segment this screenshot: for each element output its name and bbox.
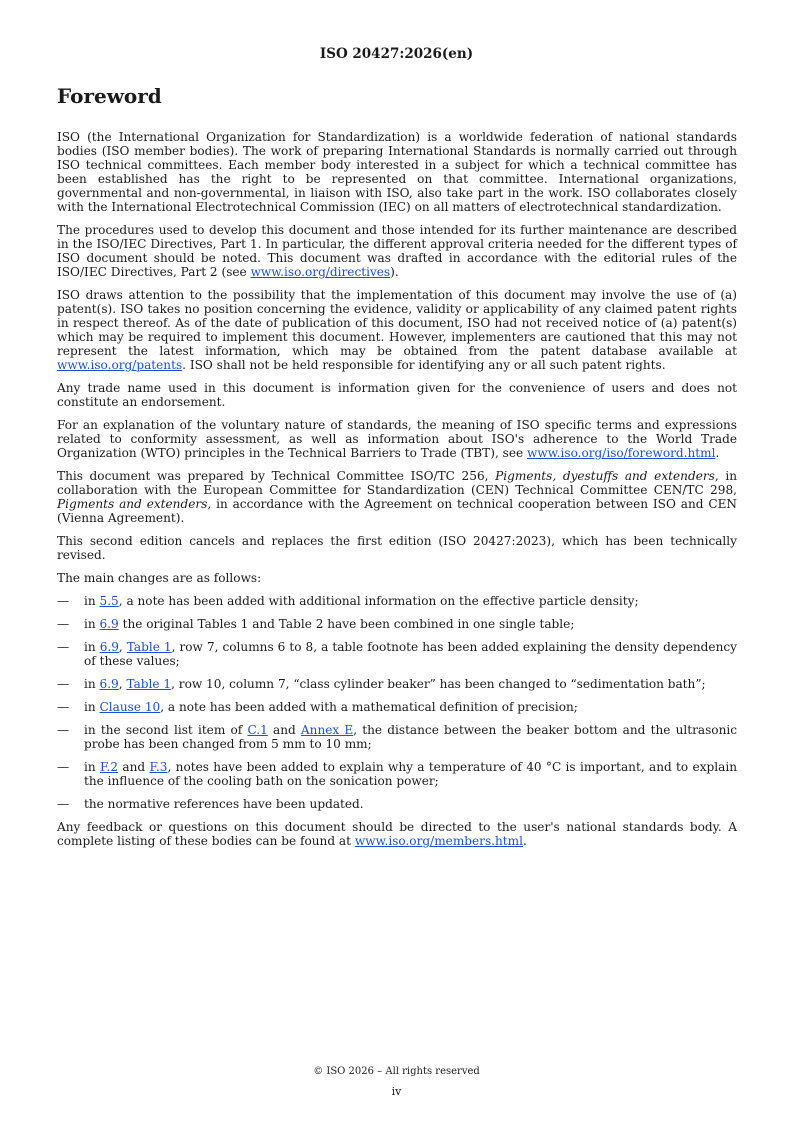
paragraph-directives <box>57 223 737 279</box>
text: in <box>84 617 100 631</box>
ref-link[interactable]: 6.9 <box>99 640 119 654</box>
paragraph-iso-intro: ISO (the International Organization for Standardization) is a worldwide federation of national standards bodies (ISO member bodies). The work of preparing International Standards is normally carried out through ISO technical committees. Each member body interested in a subject for which a technical committee has been established has the right to be represented on that committee. International organizations, governmental and non-governmental, in liaison with ISO, also take part in the work. ISO collaborates closely with the International Electrotechnical Commission (IEC) on all matters of electrotechnical standardization. <box>57 130 737 214</box>
patents-link[interactable]: www.iso.org/patents <box>57 358 183 372</box>
text: in <box>84 594 100 608</box>
ref-link[interactable]: Annex E <box>300 723 354 737</box>
text: , <box>118 640 127 654</box>
text: the normative references have been updated. <box>84 797 364 811</box>
text: in <box>84 760 100 774</box>
text: , notes have been added to explain why a temperature of 40 °C is important, and to explain the influence of the cooling bath on the sonication power; <box>84 760 737 788</box>
text: in <box>84 700 100 714</box>
text: . <box>523 834 527 848</box>
list-dash: — <box>57 617 70 631</box>
paragraph-committee <box>57 469 737 525</box>
list-dash: — <box>57 797 70 811</box>
text: , row 10, column 7, “class cylinder beaker” has been changed to “sedimentation bath”; <box>171 677 706 691</box>
foreword-body <box>57 130 737 857</box>
ref-link[interactable]: Clause 10 <box>99 700 161 714</box>
list-dash: — <box>57 594 70 608</box>
text: the original Tables 1 and Table 2 have been combined in one single table; <box>118 617 575 631</box>
list-item <box>57 677 737 691</box>
list-item <box>57 617 737 631</box>
text: , a note has been added with additional information on the effective particle density; <box>118 594 639 608</box>
ref-link[interactable]: Table 1 <box>126 677 172 691</box>
list-item <box>57 760 737 788</box>
text: in the second list item of <box>84 723 248 737</box>
text: , row 7, columns 6 to 8, a table footnote has been added explaining the density dependency of these values; <box>84 640 737 668</box>
text: and <box>267 723 301 737</box>
paragraph-edition: This second edition cancels and replaces the first edition (ISO 20427:2023), which has been technically revised. <box>57 534 737 562</box>
list-dash: — <box>57 677 70 691</box>
list-item <box>57 723 737 751</box>
ref-link[interactable]: C.1 <box>247 723 268 737</box>
copyright-footer: © ISO 2026 – All rights reserved <box>313 1066 480 1077</box>
ref-link[interactable]: F.2 <box>100 760 119 774</box>
committee-title-cen: Pigments and extenders, <box>57 497 212 511</box>
page-title: Foreword <box>57 84 162 108</box>
text: in <box>84 640 100 654</box>
text: , <box>118 677 127 691</box>
changes-list <box>57 594 737 811</box>
list-item <box>57 797 737 811</box>
ref-link[interactable]: 5.5 <box>99 594 119 608</box>
text: For an explanation of the voluntary nature of standards, the meaning of ISO specific terms and expressions related to conformity assessment, as well as information about ISO's adherence to the World Trade Organization (WTO) principles in the Technical Barriers to Trade (TBT), see <box>57 418 737 460</box>
paragraph-patents <box>57 288 737 372</box>
committee-title-iso: Pigments, dyestuffs and extenders <box>495 469 715 483</box>
text: . ISO shall not be held responsible for identifying any or all such patent rights. <box>182 358 666 372</box>
list-dash: — <box>57 760 70 774</box>
page-number: iv <box>391 1085 402 1098</box>
text: and <box>118 760 150 774</box>
ref-link[interactable]: 6.9 <box>99 617 119 631</box>
ref-link[interactable]: F.3 <box>149 760 168 774</box>
ref-link[interactable]: Table 1 <box>126 640 172 654</box>
text: , a note has been added with a mathematical definition of precision; <box>160 700 578 714</box>
text: . <box>715 446 720 460</box>
paragraph-trade-name: Any trade name used in this document is information given for the convenience of users and does not constitute an endorsement. <box>57 381 737 409</box>
paragraph-changes-intro: The main changes are as follows: <box>57 571 262 585</box>
list-item <box>57 700 737 714</box>
ref-link[interactable]: 6.9 <box>99 677 119 691</box>
text: in <box>84 677 100 691</box>
document-id-header: ISO 20427:2026(en) <box>319 46 474 62</box>
paragraph-voluntary-nature <box>57 418 737 460</box>
text: , the distance between the beaker bottom and the ultrasonic probe has been changed from 5 mm to 10 mm; <box>84 723 738 751</box>
members-link[interactable]: www.iso.org/members.html <box>354 834 523 848</box>
list-dash: — <box>57 700 70 714</box>
list-item <box>57 594 737 608</box>
paragraph-feedback <box>57 820 737 848</box>
text: The procedures used to develop this document and those intended for its further maintenance are described in the ISO/IEC Directives, Part 1. In particular, the different approval criteria needed for the different types of ISO document should be noted. This document was drafted in accordance with the editorial rules of the ISO/IEC Directives, Part 2 (see <box>57 223 737 279</box>
text: in accordance with the Agreement on technical cooperation between ISO and CEN (Vienna Agreement). <box>57 497 738 525</box>
list-item <box>57 640 737 668</box>
directives-link[interactable]: www.iso.org/directives <box>250 265 391 279</box>
list-dash: — <box>57 640 70 654</box>
list-dash: — <box>57 723 70 737</box>
foreword-info-link[interactable]: www.iso.org/iso/foreword.html <box>527 446 716 460</box>
text: ISO draws attention to the possibility that the implementation of this document may involve the use of (a) patent(s). ISO takes no position concerning the evidence, validity or applicability of any claimed patent rights in respect thereof. As of the date of publication of this document, ISO had not received notice of (a) patent(s) which may be required to implement this document. However, implementers are cautioned that this may not represent the latest information, which may be obtained from the patent database available at <box>57 288 737 358</box>
text: ). <box>390 265 399 279</box>
text: This document was prepared by Technical Committee ISO/TC 256, <box>57 469 496 483</box>
text: Any feedback or questions on this document should be directed to the user's national standards body. A complete listing of these bodies can be found at <box>57 820 737 848</box>
text: , in collaboration with the European Committee for Standardization (CEN) Technical Committee CEN/TC 298, <box>57 469 737 497</box>
